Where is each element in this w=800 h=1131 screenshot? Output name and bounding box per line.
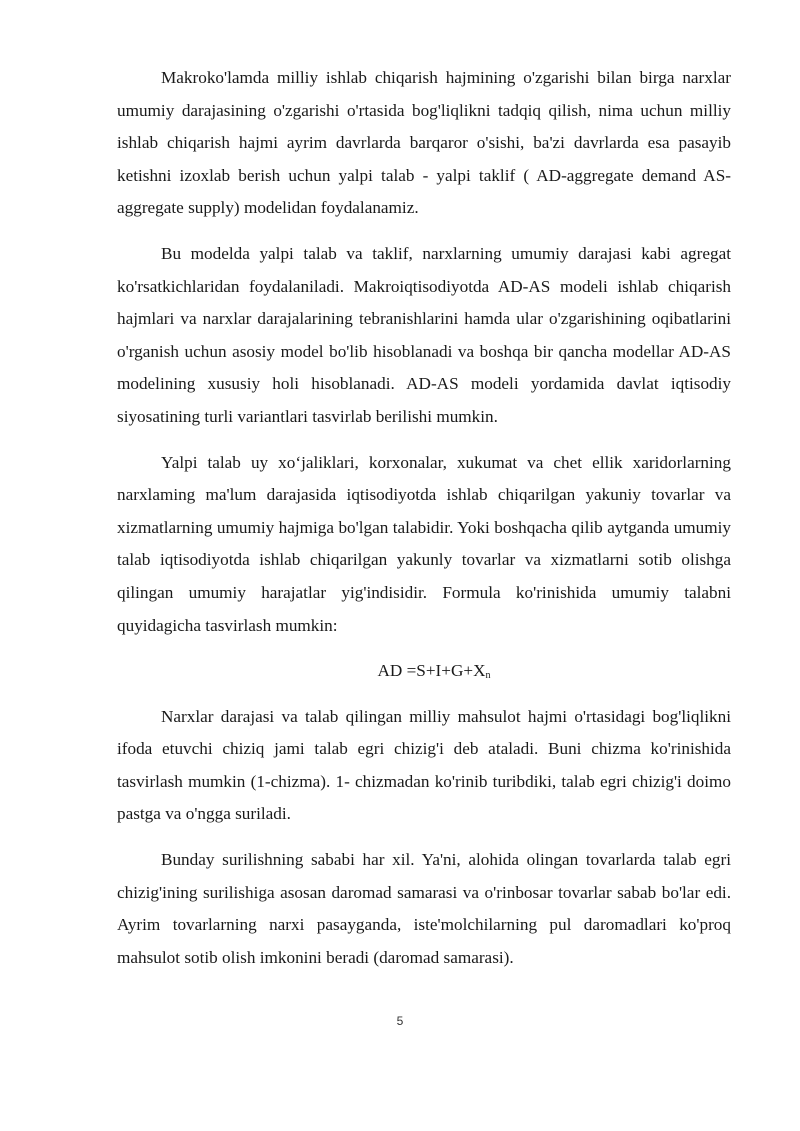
document-page	[117, 62, 731, 987]
paragraph-demand-curve: Narxlar darajasi va talab qilingan milliy mahsulot hajmi o'rtasidagi bog'liqlikni ifoda etuvchi chiziq jami talab egri chizig'i deb ataladi. Buni chizma ko'rinishida tasvirlash mumkin (1-chizma). 1- chizmadan ko'rinib turibdiki, talab egri chizig'i doimo pastga va o'ngga suriladi.	[117, 706, 731, 824]
page-number: 5	[396, 1014, 404, 1028]
formula-main: AD =S+I+G+X	[377, 661, 486, 681]
paragraph-aggregate-demand-definition: Yalpi talab uy xo‘jaliklari, korxonalar, xukumat va chet ellik xaridorlarning narxlaming ma'lum darajasida iqtisodiyotda ishlab chiqarilgan yakuniy tovarlar va xizmatlarning umumiy hajmiga bo'lgan talabidir. Yoki boshqacha qilib aytganda umumiy talab iqtisodiyotda ishlab chiqarilgan yakunly tovarlar va xizmatlarni sotib olishga qilingan umumiy harajatlar yig'indisidir. Formula ko'rinishida umumiy talabni quyidagicha tasvirlash mumkin:	[117, 452, 731, 635]
paragraph-ad-as-intro: Makroko'lamda milliy ishlab chiqarish hajmining o'zgarishi bilan birga narxlar umumiy darajasining o'zgarishi o'rtasida bog'liqlikni tadqiq qilish, nima uchun milliy ishlab chiqarish hajmi ayrim davrlarda barqaror o'sishi, ba'zi davrlarda esa pasayib ketishni izoxlab berish uchun yalpi talab - yalpi taklif ( AD-aggregate demand AS-aggregate supply) modelidan foydalanamiz.	[117, 68, 731, 218]
paragraph-shift-reasons: Bunday surilishning sababi har xil. Ya'ni, alohida olingan tovarlarda talab egri chizig'ining surilishiga asosan daromad samarasi va o'rinbosar tovarlar sabab bo'lar edi. Ayrim tovarlarning narxi pasayganda, iste'molchilarning pul daromadlari ko'proq mahsulot sotib olish imkonini beradi (daromad samarasi).	[117, 850, 731, 967]
aggregate-demand-formula	[117, 655, 731, 688]
paragraph-model-description: Bu modelda yalpi talab va taklif, narxlarning umumiy darajasi kabi agregat ko'rsatkichlaridan foydalaniladi. Makroiqtisodiyotda AD-AS modeli ishlab chiqarish hajmlari va narxlar darajalarining tebranishlarini hamda ular o'zgarishining oqibatlarini o'rganish uchun asosiy model bo'lib hisoblanadi va boshqa bir qancha modellar AD-AS modelining xususiy holi hisoblanadi. AD-AS modeli yordamida davlat iqtisodiy siyosatining turli variantlari tasvirlab berilishi mumkin.	[117, 243, 731, 426]
formula-subscript: n	[485, 670, 491, 682]
